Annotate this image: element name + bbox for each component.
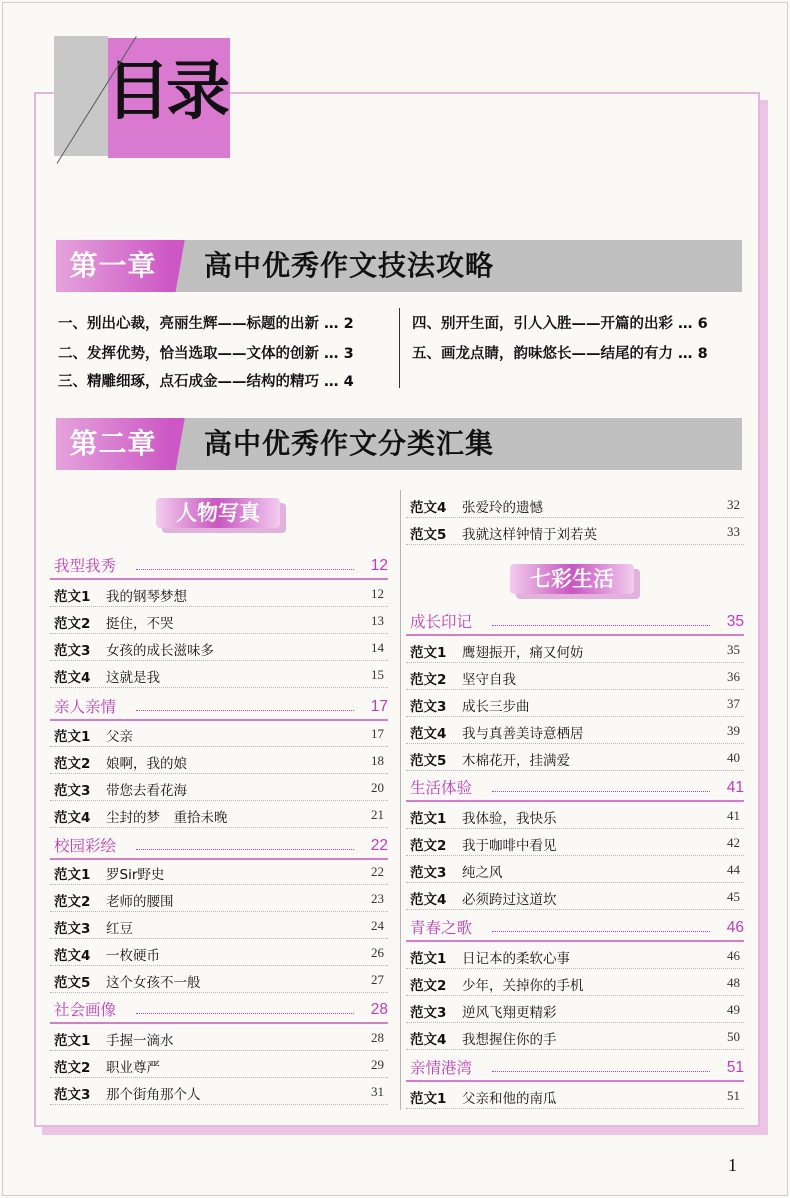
entry-page: 49 — [727, 1002, 740, 1017]
entry-page: 51 — [727, 1088, 740, 1103]
entry-page: 12 — [371, 586, 384, 601]
entry-page: 22 — [371, 864, 384, 879]
section-label: 青春之歌 — [410, 919, 473, 937]
entry-page: 44 — [727, 862, 740, 877]
chapter-2-tag: 第二章 — [56, 418, 170, 470]
toc-entry[interactable] — [50, 885, 388, 912]
entry-title: 坚守自我 — [462, 672, 516, 688]
toc-entry[interactable] — [406, 996, 744, 1023]
chapter-1-divider — [399, 308, 400, 388]
category-banner-label: 人物写真 — [156, 498, 280, 528]
title-gray-block — [54, 36, 108, 156]
entry-key: 范文4 — [410, 892, 447, 908]
entry-title: 娘啊，我的娘 — [106, 756, 187, 772]
section-label: 社会画像 — [54, 1001, 117, 1019]
section-page: 12 — [370, 557, 388, 574]
entry-page: 36 — [727, 669, 740, 684]
entry-key: 范文1 — [410, 951, 447, 967]
entry-page: 46 — [727, 948, 740, 963]
entry-title: 女孩的成长滋味多 — [106, 643, 214, 659]
entry-title: 纯之风 — [462, 865, 503, 881]
page-title: 目录 — [106, 55, 226, 129]
category-banner-label: 七彩生活 — [510, 564, 634, 594]
entry-page: 24 — [371, 918, 384, 933]
chapter-1-item[interactable]: 二、发挥优势，恰当选取——文体的创新 … 3 — [58, 346, 354, 362]
entry-key: 范文3 — [54, 921, 91, 937]
section-heading[interactable] — [406, 1056, 744, 1080]
entry-page: 42 — [727, 835, 740, 850]
entry-key: 范文3 — [54, 783, 91, 799]
section-heading[interactable] — [50, 834, 388, 858]
toc-entry[interactable] — [406, 1023, 744, 1050]
entry-page: 37 — [727, 696, 740, 711]
entry-page: 39 — [727, 723, 740, 738]
chapter-2-bar — [56, 418, 742, 470]
entry-key: 范文2 — [410, 838, 447, 854]
toc-entry[interactable] — [50, 580, 388, 607]
section-page: 35 — [726, 613, 744, 630]
entry-title: 我就这样钟情于刘若英 — [462, 527, 597, 543]
entry-title: 鹰翅振开，痛又何妨 — [462, 645, 584, 661]
section-label: 校园彩绘 — [54, 837, 117, 855]
entry-title: 成长三步曲 — [462, 699, 530, 715]
toc-entry[interactable] — [406, 883, 744, 910]
entry-page: 48 — [727, 975, 740, 990]
entry-page: 35 — [727, 642, 740, 657]
section-label: 生活体验 — [410, 779, 473, 797]
category-banner — [156, 498, 286, 530]
section-page: 46 — [726, 919, 744, 936]
entry-title: 手握一滴水 — [106, 1033, 174, 1049]
toc-entry[interactable] — [50, 607, 388, 634]
section-page: 28 — [370, 1001, 388, 1018]
toc-entry[interactable] — [50, 1024, 388, 1051]
entry-page: 20 — [371, 780, 384, 795]
entry-title: 这个女孩不一般 — [106, 975, 201, 991]
entry-title: 父亲 — [106, 729, 133, 745]
toc-entry[interactable] — [50, 634, 388, 661]
chapter-1-item[interactable]: 四、别开生面，引人入胜——开篇的出彩 … 6 — [412, 316, 708, 332]
entry-page: 18 — [371, 753, 384, 768]
entry-page: 13 — [371, 613, 384, 628]
toc-entry[interactable] — [50, 1051, 388, 1078]
toc-entry[interactable] — [406, 636, 744, 663]
entry-key: 范文1 — [410, 811, 447, 827]
entry-key: 范文1 — [54, 589, 91, 605]
chapter-1-title: 高中优秀作文技法攻略 — [204, 249, 495, 282]
entry-page: 50 — [727, 1029, 740, 1044]
entry-page: 45 — [727, 889, 740, 904]
section-label: 亲情港湾 — [410, 1059, 473, 1077]
toc-entry[interactable] — [50, 912, 388, 939]
page-number: 1 — [728, 1155, 737, 1175]
entry-key: 范文4 — [410, 500, 447, 516]
frame-shadow — [760, 100, 768, 1133]
entry-title: 那个街角那个人 — [106, 1087, 201, 1103]
category-banner — [510, 564, 640, 596]
entry-page: 23 — [371, 891, 384, 906]
entry-title: 木棉花开，挂满爱 — [462, 753, 570, 769]
entry-key: 范文5 — [410, 527, 447, 543]
toc-entry[interactable] — [406, 663, 744, 690]
entry-key: 范文4 — [54, 810, 91, 826]
entry-page: 26 — [371, 945, 384, 960]
entry-title: 逆风飞翔更精彩 — [462, 1005, 557, 1021]
section-page: 17 — [370, 698, 388, 715]
entry-key: 范文2 — [410, 672, 447, 688]
entry-key: 范文2 — [410, 978, 447, 994]
entry-page: 41 — [727, 808, 740, 823]
entry-key: 范文3 — [410, 699, 447, 715]
entry-key: 范文5 — [410, 753, 447, 769]
entry-page: 21 — [371, 807, 384, 822]
toc-entry[interactable] — [406, 491, 744, 518]
section-heading[interactable] — [50, 998, 388, 1022]
entry-title: 职业尊严 — [106, 1060, 160, 1076]
toc-entry[interactable] — [406, 969, 744, 996]
section-heading[interactable] — [50, 695, 388, 719]
section-heading[interactable] — [406, 610, 744, 634]
entry-title: 老师的腰围 — [106, 894, 174, 910]
entry-title: 我的钢琴梦想 — [106, 589, 187, 605]
section-heading[interactable] — [406, 916, 744, 940]
entry-page: 28 — [371, 1030, 384, 1045]
entry-page: 15 — [371, 667, 384, 682]
chapter-1-item[interactable]: 一、别出心裁，亮丽生辉——标题的出新 … 2 — [58, 316, 354, 332]
section-page: 41 — [726, 779, 744, 796]
column-divider — [400, 490, 401, 1110]
entry-title: 这就是我 — [106, 670, 160, 686]
chapter-1-tag: 第一章 — [56, 240, 170, 292]
chapter-1-item[interactable]: 五、画龙点睛，韵味悠长——结尾的有力 … 8 — [412, 346, 708, 362]
section-heading[interactable] — [406, 776, 744, 800]
entry-key: 范文2 — [54, 1060, 91, 1076]
entry-page: 33 — [727, 524, 740, 539]
entry-title: 日记本的柔软心事 — [462, 951, 570, 967]
entry-key: 范文3 — [410, 865, 447, 881]
entry-page: 17 — [371, 726, 384, 741]
entry-title: 挺住，不哭 — [106, 616, 174, 632]
toc-entry[interactable] — [50, 774, 388, 801]
entry-key: 范文3 — [54, 1087, 91, 1103]
entry-title: 少年，关掉你的手机 — [462, 978, 584, 994]
entry-page: 14 — [371, 640, 384, 655]
entry-key: 范文3 — [410, 1005, 447, 1021]
entry-title: 父亲和他的南瓜 — [462, 1091, 557, 1107]
toc-entry[interactable] — [50, 661, 388, 688]
entry-title: 必须跨过这道坎 — [462, 892, 557, 908]
entry-title: 罗Sir野史 — [106, 867, 165, 883]
toc-entry[interactable] — [406, 1082, 744, 1109]
entry-title: 我于咖啡中看见 — [462, 838, 557, 854]
toc-entry[interactable] — [406, 717, 744, 744]
entry-key: 范文4 — [410, 726, 447, 742]
entry-page: 27 — [371, 972, 384, 987]
frame-shadow — [42, 1127, 768, 1135]
chapter-2-title: 高中优秀作文分类汇集 — [204, 427, 495, 460]
entry-title: 张爱玲的遗憾 — [462, 500, 543, 516]
section-label: 成长印记 — [410, 613, 473, 631]
entry-key: 范文1 — [410, 1091, 447, 1107]
entry-key: 范文1 — [54, 867, 91, 883]
entry-key: 范文5 — [54, 975, 91, 991]
toc-entry[interactable] — [50, 966, 388, 993]
entry-title: 红豆 — [106, 921, 133, 937]
entry-title: 我与真善美诗意栖居 — [462, 726, 584, 742]
toc-entry[interactable] — [50, 939, 388, 966]
toc-entry[interactable] — [406, 744, 744, 771]
entry-key: 范文4 — [54, 948, 91, 964]
entry-key: 范文2 — [54, 756, 91, 772]
section-page: 22 — [370, 837, 388, 854]
toc-entry[interactable] — [50, 858, 388, 885]
entry-title: 尘封的梦 重拾未晚 — [106, 810, 228, 826]
entry-key: 范文1 — [410, 645, 447, 661]
entry-key: 范文3 — [54, 643, 91, 659]
entry-title: 我想握住你的手 — [462, 1032, 557, 1048]
section-label: 我型我秀 — [54, 557, 117, 575]
toc-entry[interactable] — [406, 518, 744, 545]
entry-key: 范文2 — [54, 616, 91, 632]
toc-entry[interactable] — [406, 690, 744, 717]
entry-page: 31 — [371, 1084, 384, 1099]
entry-key: 范文1 — [54, 729, 91, 745]
entry-page: 29 — [371, 1057, 384, 1072]
chapter-1-item[interactable]: 三、精雕细琢，点石成金——结构的精巧 … 4 — [58, 374, 354, 390]
toc-entry[interactable] — [50, 747, 388, 774]
toc-entry[interactable] — [50, 720, 388, 747]
entry-key: 范文1 — [54, 1033, 91, 1049]
entry-title: 带您去看花海 — [106, 783, 187, 799]
section-heading[interactable] — [50, 554, 388, 578]
section-label: 亲人亲情 — [54, 698, 117, 716]
entry-title: 我体验，我快乐 — [462, 811, 557, 827]
entry-key: 范文4 — [410, 1032, 447, 1048]
chapter-1-bar — [56, 240, 742, 292]
toc-entry[interactable] — [406, 942, 744, 969]
entry-page: 40 — [727, 750, 740, 765]
entry-key: 范文2 — [54, 894, 91, 910]
section-page: 51 — [726, 1059, 744, 1076]
toc-entry[interactable] — [406, 802, 744, 829]
entry-page: 32 — [727, 497, 740, 512]
toc-entry[interactable] — [406, 829, 744, 856]
toc-entry[interactable] — [406, 856, 744, 883]
toc-entry[interactable] — [50, 801, 388, 828]
entry-key: 范文4 — [54, 670, 91, 686]
toc-entry[interactable] — [50, 1078, 388, 1105]
entry-title: 一枚硬币 — [106, 948, 160, 964]
